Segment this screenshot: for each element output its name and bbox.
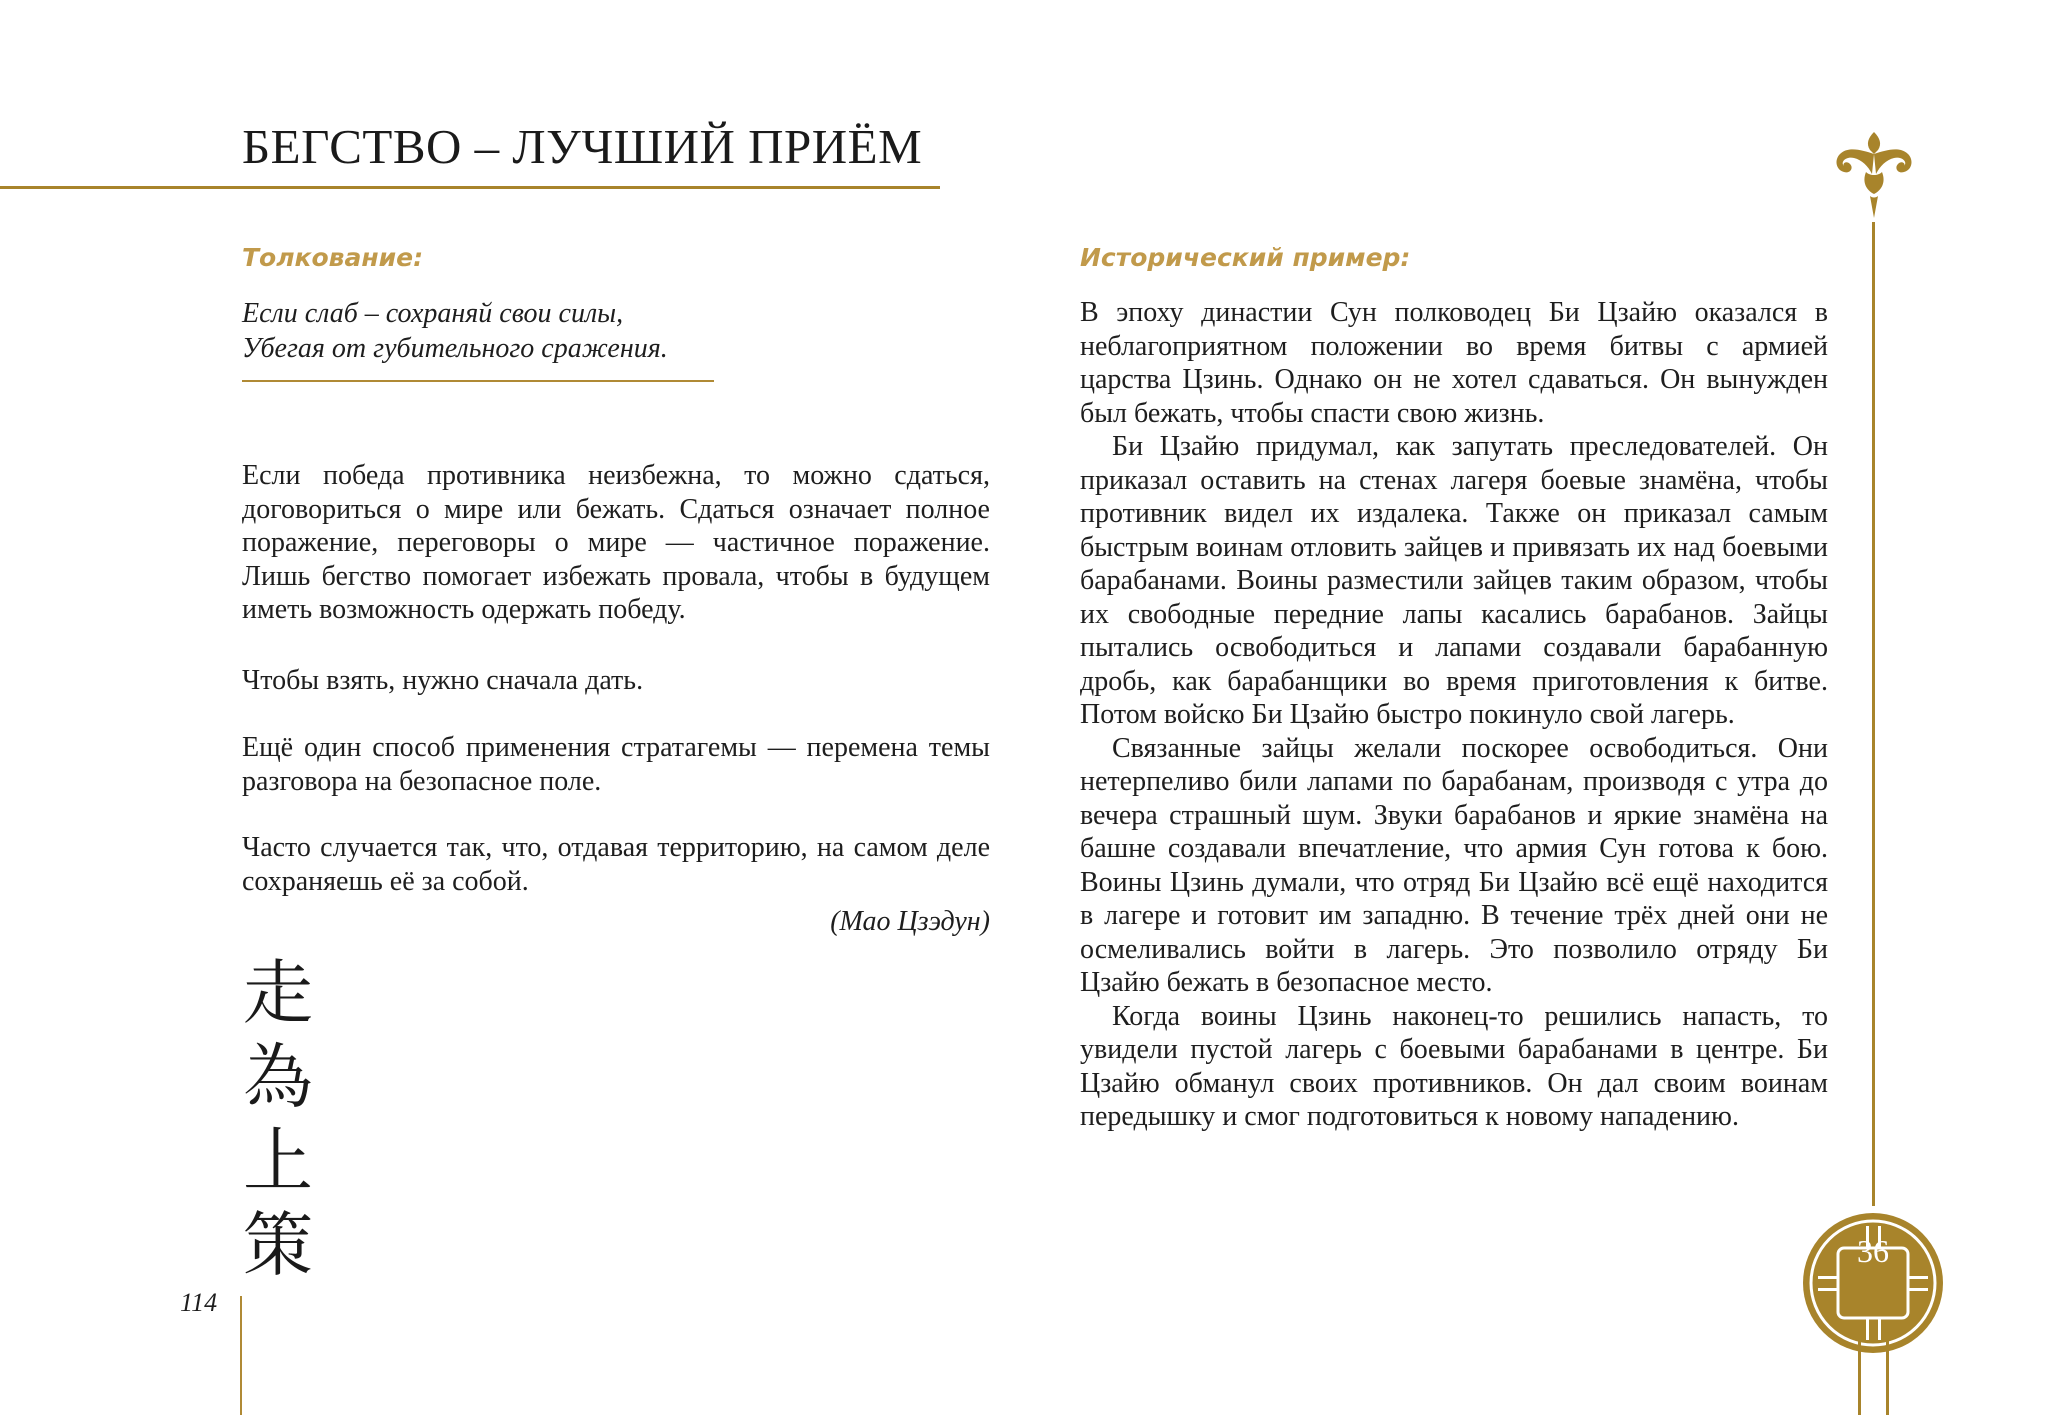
gold-vertical-line [1872,222,1875,1206]
verse-line: Убегая от губительного сражения. [242,333,668,364]
chapter-title: БЕГСТВО – ЛУЧШИЙ ПРИЁМ [242,119,923,174]
gold-divider-line [240,1296,242,1415]
body-paragraph-text: Если победа противника неизбежна, то можно сдаться, договориться о мире или бежать. Сдаться означает полное поражение, переговоры о мире — частичное поражение. Лишь бегство помогает избежать провала, чтобы в будущем иметь возможность одержать победу. [242,460,990,625]
body-paragraph [242,664,990,698]
verse-underline [242,380,714,382]
quote-text: Часто случается так, что, отдавая территорию, на самом деле сохраняешь её за собой. [242,832,990,897]
verse [242,296,762,366]
hanzi-character: 為 [243,1036,313,1118]
page-number-left: 114 [180,1288,218,1317]
hanzi-character: 策 [243,1204,313,1286]
gold-vertical-line [1886,1320,1889,1415]
interpretation-heading: Толкование: [242,243,424,272]
example-text [1080,296,1828,1134]
fleur-ornament-icon [1826,128,1922,224]
title-underline [0,186,940,189]
quote-author: (Мао Цзэдун) [830,906,990,937]
example-paragraph: Когда воины Цзинь наконец-то решились напасть, то увидели пустой лагерь с боевыми барабанами в центре. Би Цзайю обманул своих противников. Он дал своим воинам передышку и смог подготовиться к новому нападению. [1080,1000,1828,1132]
body-paragraph [242,459,990,627]
example-heading: Исторический пример: [1080,243,1411,272]
quote-paragraph [242,831,990,898]
body-paragraph-text: Чтобы взять, нужно сначала дать. [242,665,644,696]
body-paragraph-text: Ещё один способ применения стратагемы — перемена темы разговора на безопасное поле. [242,732,990,797]
example-paragraph: Связанные зайцы желали поскорее освободиться. Они нетерпеливо били лапами по барабанам, производя с утра до вечера страшный шум. Звуки барабанов и яркие знамёна на башне создавали впечатление, что армия Сун готова к бою. Воины Цзинь думали, что отряд Би Цзайю всё ещё находится в лагере и готовит им западню. В течение трёх дней они не осмеливались войти в лагерь. Это позволило отряду Би Цзайю бежать в безопасное место. [1080,732,1828,998]
body-paragraph [242,731,990,798]
gold-vertical-line [1858,1320,1861,1415]
hanzi-character: 走 [243,952,313,1034]
example-paragraph: Би Цзайю придумал, как запутать преследователей. Он приказал оставить на стенах лагеря боевые знамёна, чтобы противник видел их издалека. Также он приказал самым быстрым воинам отловить зайцев и привязать их над боевыми барабанами. Воины разместили зайцев таким образом, чтобы их свободные передние лапы касались барабанов. Зайцы пытались освободиться и лапами создавали барабанную дробь, как барабанщики во время приготовления к битве. Потом войско Би Цзайю быстро покинуло свой лагерь. [1080,431,1828,730]
example-paragraph: В эпоху династии Сун полководец Би Цзайю оказался в неблагоприятном положении во время битвы с армией царства Цзинь. Однако он не хотел сдаваться. Он вынужден был бежать, чтобы спасти свою жизнь. [1080,297,1828,429]
hanzi-character: 上 [243,1120,313,1202]
page-medallion-icon [1800,1210,1946,1356]
verse-line: Если слаб – сохраняй свои силы, [242,298,624,329]
page-number-right: 36 [1857,1233,1889,1269]
